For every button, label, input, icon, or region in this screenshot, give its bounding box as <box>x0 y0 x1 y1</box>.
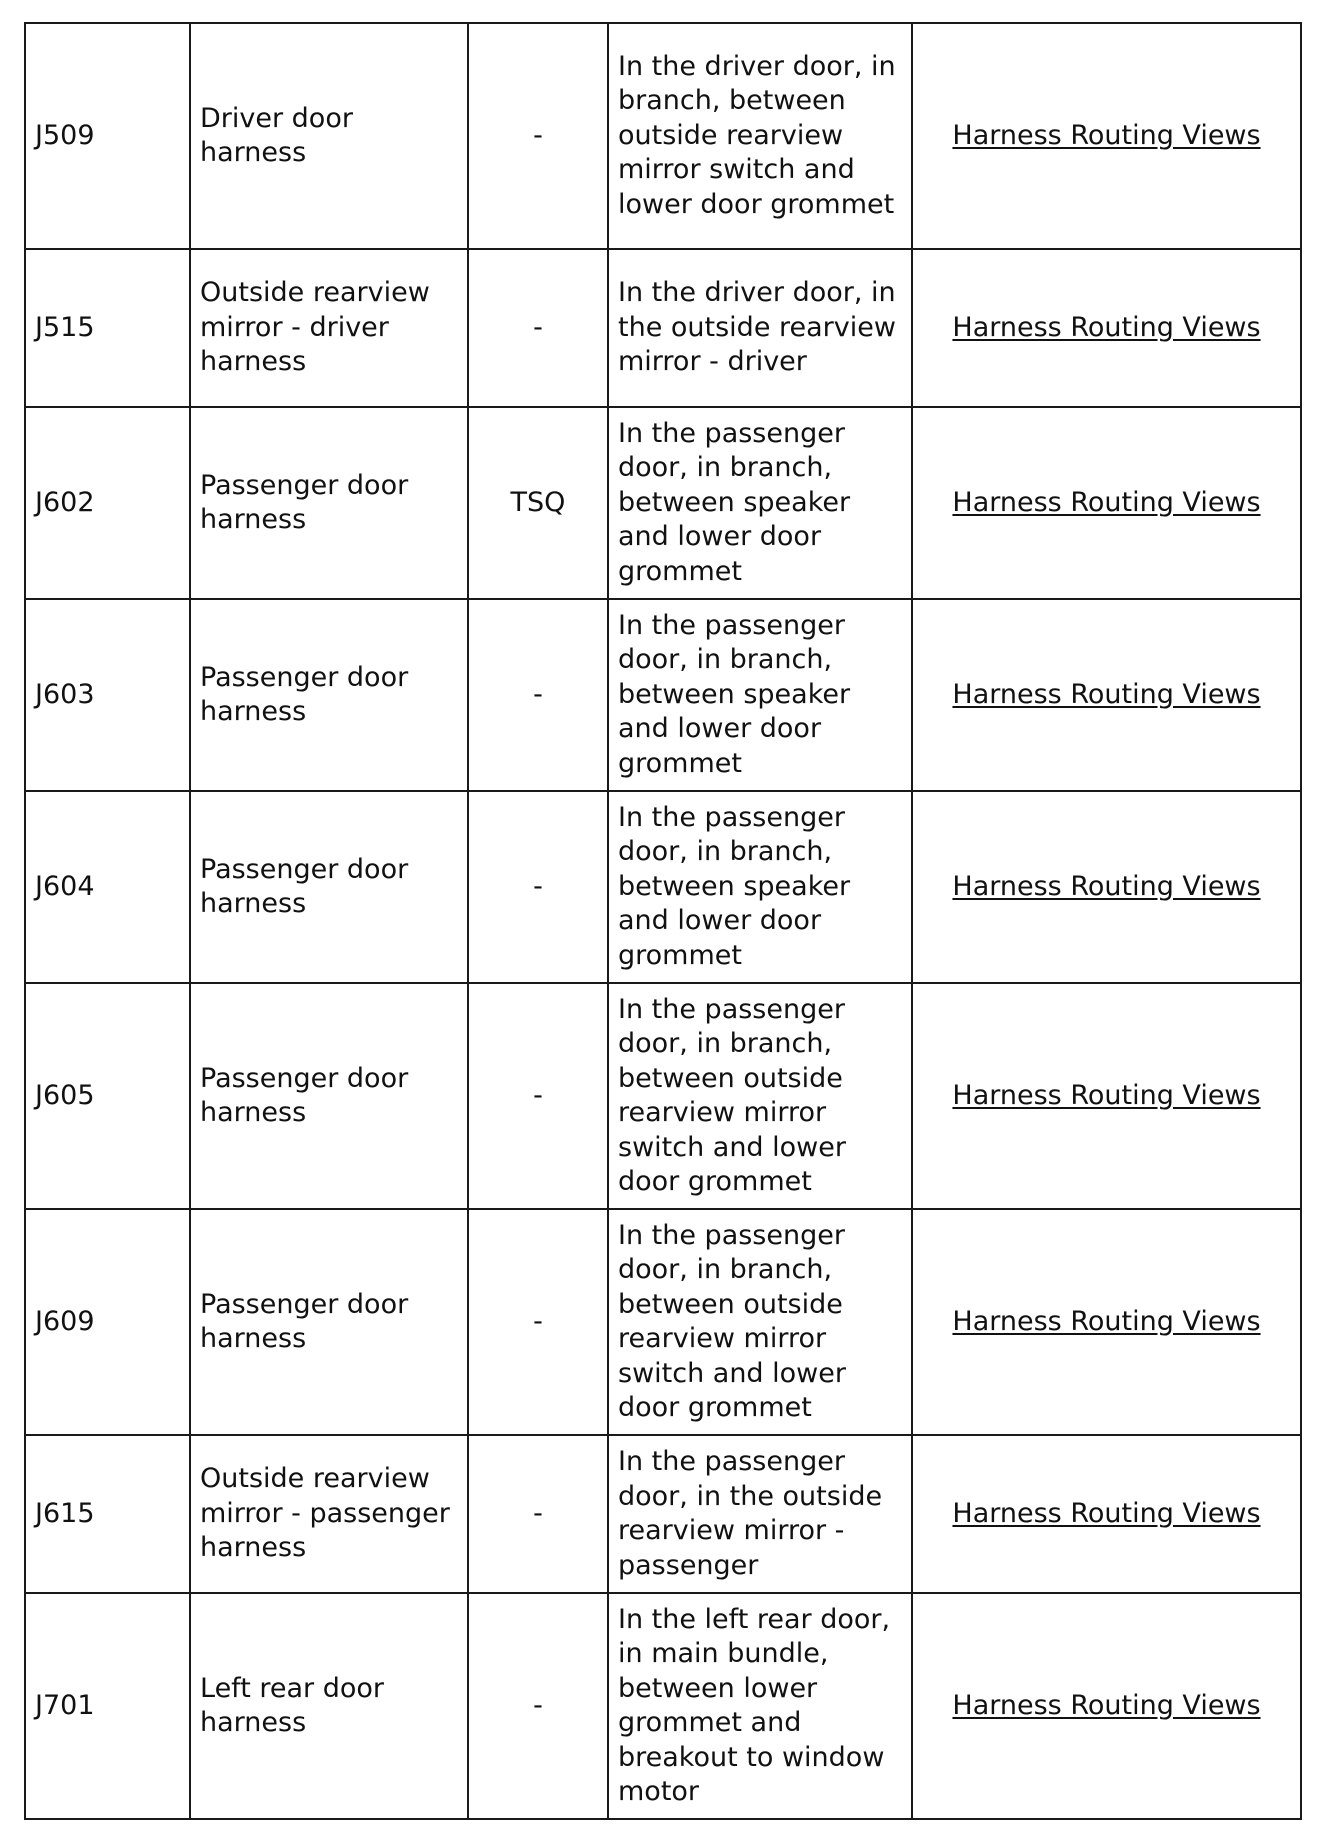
harness-routing-views-link[interactable]: Harness Routing Views <box>952 486 1261 518</box>
harness-name: Passenger door harness <box>190 1209 468 1435</box>
harness-routing-link-cell <box>912 599 1301 791</box>
option-code: - <box>468 249 608 407</box>
table-row <box>25 249 1301 407</box>
harness-routing-link-cell <box>912 791 1301 983</box>
harness-name: Outside rearview mirror - driver harness <box>190 249 468 407</box>
location-description: In the passenger door, in branch, between outside rearview mirror switch and lower door grommet <box>608 983 912 1209</box>
location-description: In the passenger door, in branch, between outside rearview mirror switch and lower door grommet <box>608 1209 912 1435</box>
location-description: In the left rear door, in main bundle, between lower grommet and breakout to window motor <box>608 1593 912 1819</box>
splice-id: J604 <box>25 791 190 983</box>
option-code: - <box>468 599 608 791</box>
harness-routing-views-link[interactable]: Harness Routing Views <box>952 119 1261 151</box>
option-code: - <box>468 983 608 1209</box>
table-row <box>25 1593 1301 1819</box>
option-code: - <box>468 791 608 983</box>
table-row <box>25 23 1301 249</box>
harness-name: Left rear door harness <box>190 1593 468 1819</box>
harness-name: Passenger door harness <box>190 599 468 791</box>
table-row <box>25 983 1301 1209</box>
location-description: In the passenger door, in the outside rearview mirror - passenger <box>608 1435 912 1593</box>
harness-name: Passenger door harness <box>190 407 468 599</box>
harness-routing-link-cell <box>912 1435 1301 1593</box>
splice-id: J701 <box>25 1593 190 1819</box>
harness-routing-views-link[interactable]: Harness Routing Views <box>952 1497 1261 1529</box>
harness-routing-views-link[interactable]: Harness Routing Views <box>952 1079 1261 1111</box>
location-description: In the passenger door, in branch, between speaker and lower door grommet <box>608 791 912 983</box>
table-row <box>25 1209 1301 1435</box>
option-code: TSQ <box>468 407 608 599</box>
location-description: In the driver door, in branch, between outside rearview mirror switch and lower door grommet <box>608 23 912 249</box>
table-row <box>25 791 1301 983</box>
splice-id: J609 <box>25 1209 190 1435</box>
splice-table <box>24 22 1302 1820</box>
option-code: - <box>468 1209 608 1435</box>
harness-routing-link-cell <box>912 1209 1301 1435</box>
splice-id: J509 <box>25 23 190 249</box>
harness-routing-views-link[interactable]: Harness Routing Views <box>952 1305 1261 1337</box>
location-description: In the driver door, in the outside rearview mirror - driver <box>608 249 912 407</box>
harness-routing-views-link[interactable]: Harness Routing Views <box>952 870 1261 902</box>
harness-routing-link-cell <box>912 407 1301 599</box>
option-code: - <box>468 1593 608 1819</box>
table-row <box>25 407 1301 599</box>
harness-routing-link-cell <box>912 249 1301 407</box>
option-code: - <box>468 23 608 249</box>
harness-routing-views-link[interactable]: Harness Routing Views <box>952 678 1261 710</box>
harness-routing-link-cell <box>912 983 1301 1209</box>
splice-id: J605 <box>25 983 190 1209</box>
location-description: In the passenger door, in branch, between speaker and lower door grommet <box>608 599 912 791</box>
option-code: - <box>468 1435 608 1593</box>
harness-name: Driver door harness <box>190 23 468 249</box>
splice-id: J515 <box>25 249 190 407</box>
splice-id: J602 <box>25 407 190 599</box>
harness-name: Outside rearview mirror - passenger harness <box>190 1435 468 1593</box>
splice-id: J603 <box>25 599 190 791</box>
harness-routing-link-cell <box>912 1593 1301 1819</box>
splice-id: J615 <box>25 1435 190 1593</box>
harness-name: Passenger door harness <box>190 791 468 983</box>
table-row <box>25 1435 1301 1593</box>
table-row <box>25 599 1301 791</box>
harness-routing-views-link[interactable]: Harness Routing Views <box>952 311 1261 343</box>
harness-name: Passenger door harness <box>190 983 468 1209</box>
harness-routing-link-cell <box>912 23 1301 249</box>
harness-routing-views-link[interactable]: Harness Routing Views <box>952 1689 1261 1721</box>
location-description: In the passenger door, in branch, between speaker and lower door grommet <box>608 407 912 599</box>
